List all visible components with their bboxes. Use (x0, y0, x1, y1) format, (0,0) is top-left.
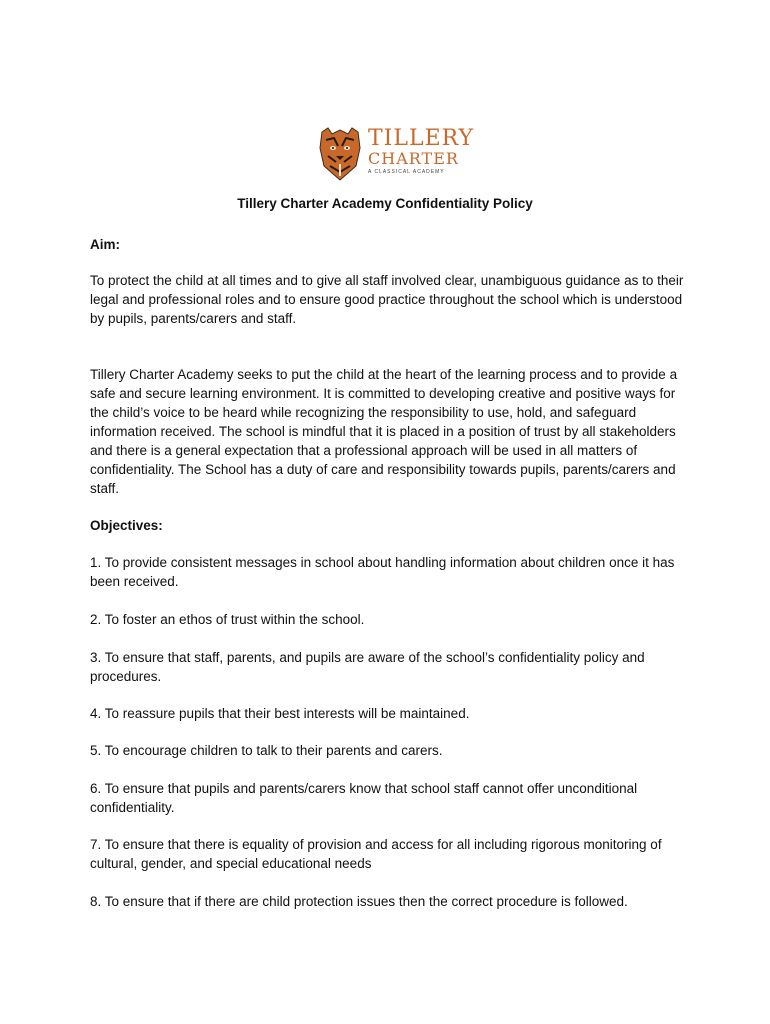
objective-item: 3. To ensure that staff, parents, and pupils are aware of the school’s confidentiality policy and procedures. (90, 650, 645, 684)
objective-item: 7. To ensure that there is equality of provision and access for all including rigorous monitoring of cultural, gender, and special educational needs (90, 837, 662, 871)
objective-item: 1. To provide consistent messages in school about handling information about children once it has been received. (90, 555, 675, 589)
objective-item: 5. To encourage children to talk to their parents and carers. (90, 743, 443, 758)
logo-name-line2: CHARTER (368, 149, 459, 168)
school-logo (316, 126, 475, 182)
logo-name-line1: TILLERY (368, 126, 475, 151)
aim-paragraph: To protect the child at all times and to give all staff involved clear, unambiguous guidance as to their legal and professional roles and to ensure good practice throughout the school which is understood by pupils, parents/carers and staff. (90, 273, 684, 326)
objective-item: 8. To ensure that if there are child protection issues then the correct procedure is followed. (90, 894, 628, 909)
tiger-crest-icon (316, 126, 364, 182)
logo-tagline: A CLASSICAL ACADEMY (368, 169, 445, 175)
objective-item: 6. To ensure that pupils and parents/carers know that school staff cannot offer unconditional confidentiality. (90, 781, 638, 815)
objective-item: 2. To foster an ethos of trust within the school. (90, 612, 365, 627)
intro-paragraph: Tillery Charter Academy seeks to put the child at the heart of the learning process and to provide a safe and secure learning environment. It is committed to developing creative and positive ways for the child’s voice to be heard while recognizing the responsibility to use, hold, and safeguard information received. The school is mindful that it is placed in a position of trust by all stakeholders and there is a general expectation that a professional approach will be used in all matters of confidentiality. The School has a duty of care and responsibility towards pupils, parents/carers and staff. (90, 367, 678, 496)
aim-heading: Aim: (90, 237, 120, 252)
objective-item: 4. To reassure pupils that their best interests will be maintained. (90, 706, 470, 721)
document-title: Tillery Charter Academy Confidentiality Policy (237, 196, 533, 211)
objectives-heading: Objectives: (90, 518, 163, 533)
